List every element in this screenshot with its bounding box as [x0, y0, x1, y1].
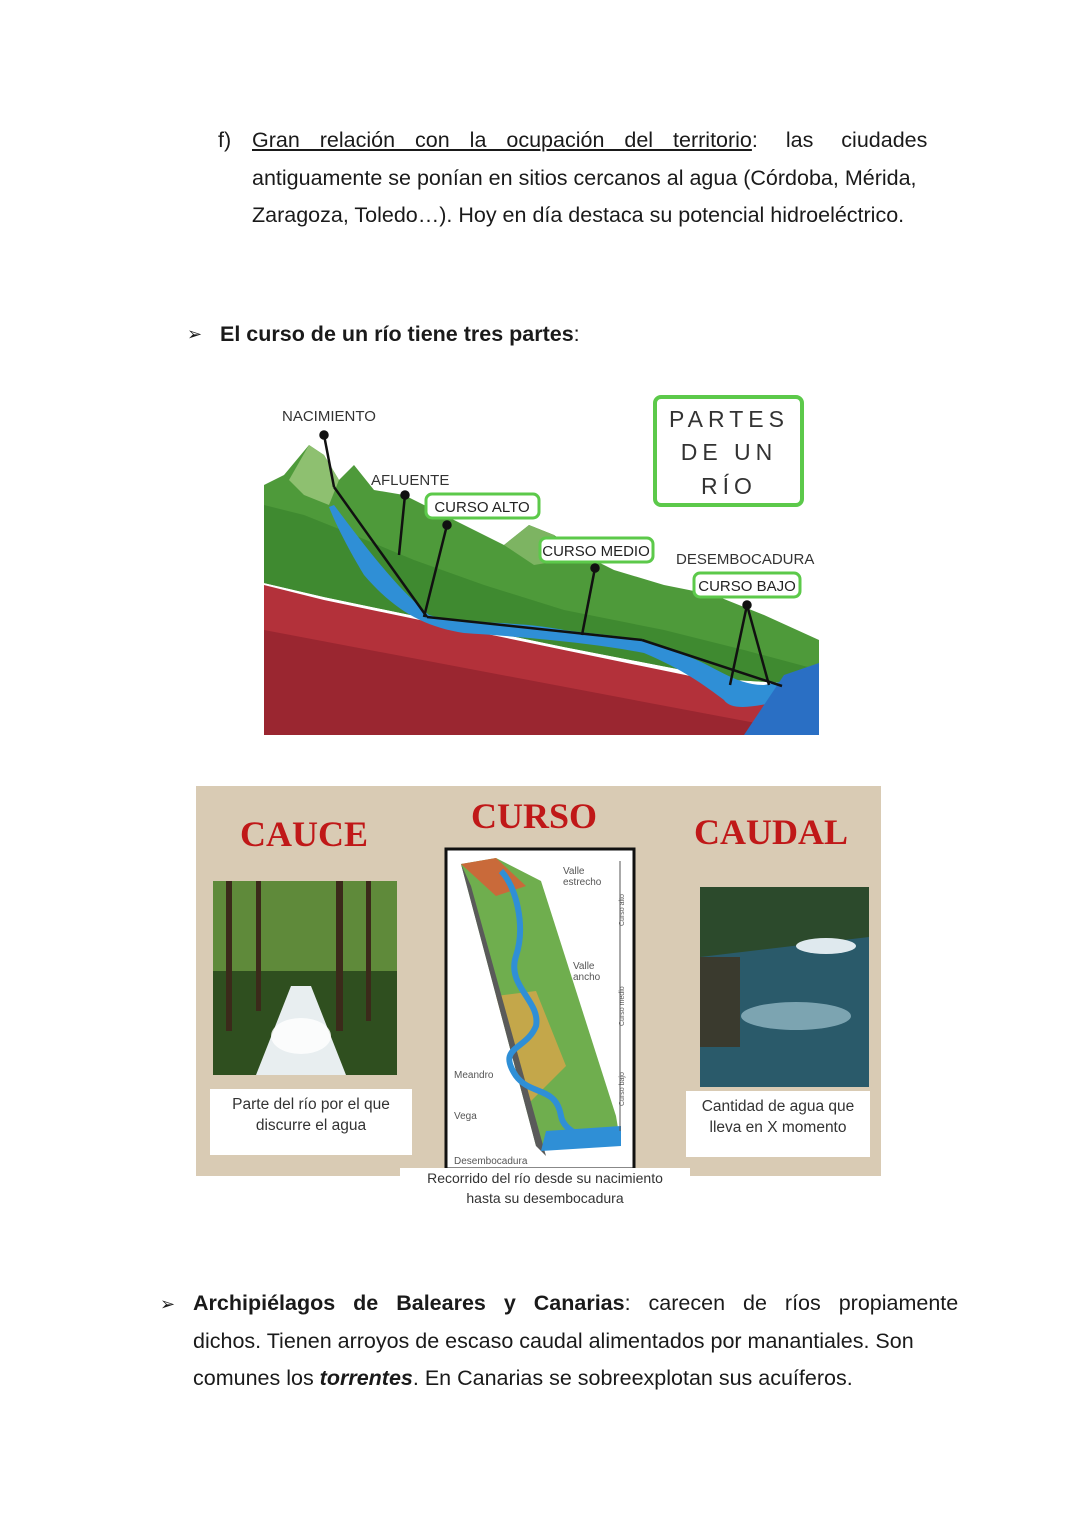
title-line-2: DE UN — [680, 439, 778, 465]
label-curso-alto: CURSO ALTO — [434, 499, 530, 516]
label-valle: Valle — [563, 866, 585, 877]
label-afluente: AFLUENTE — [371, 472, 450, 489]
label-vega: Vega — [454, 1111, 477, 1122]
curso-caption-line2: hasta su desembocadura — [466, 1190, 624, 1206]
underlined-phrase: Gran relación con la ocupación del territorio — [252, 128, 752, 152]
section-course-heading — [220, 322, 580, 347]
islands-bold: Archipiélagos de Baleares y Canarias — [193, 1291, 625, 1315]
paragraph-f — [252, 122, 928, 235]
cauce-caption-line2: discurre el agua — [255, 1117, 367, 1134]
paragraph-f-line1 — [252, 122, 928, 160]
curso-caption — [400, 1168, 690, 1208]
paragraph-islands-line1 — [193, 1285, 959, 1323]
river-parts-illustration — [264, 385, 819, 735]
title-line-3: RÍO — [701, 473, 757, 499]
paragraph-f-line2: antiguamente se ponían en sitios cercanos al agua (Córdoba, Mérida, — [252, 165, 917, 190]
torrentes-emphasis: torrentes — [319, 1366, 413, 1390]
cauce-caption-line1: Parte del río por el que — [232, 1096, 390, 1113]
cauce-caption — [210, 1089, 412, 1155]
cauce-title: CAUCE — [239, 814, 369, 854]
caudal-caption-line2: lleva en X momento — [709, 1119, 847, 1136]
label-desembocadura-small: Desembocadura — [454, 1156, 528, 1167]
paragraph-islands-line3 — [193, 1360, 925, 1398]
cauce-curso-caudal-diagram — [196, 786, 881, 1176]
label-ancho: ancho — [573, 972, 601, 983]
paragraph-f-line3: Zaragoza, Toledo…). Hoy en día destaca su potencial hidroeléctrico. — [252, 203, 905, 227]
river-parts-diagram — [264, 385, 819, 735]
label-meandro: Meandro — [454, 1070, 494, 1081]
label-nacimiento: NACIMIENTO — [282, 408, 376, 425]
list-marker-f: f) — [218, 128, 232, 152]
bullet-course: ➢ — [187, 324, 203, 344]
label-estrecho: estrecho — [563, 877, 602, 888]
paragraph-islands — [193, 1285, 959, 1398]
forest-stream-photo — [213, 881, 397, 1075]
label-valle-2: Valle — [573, 961, 595, 972]
islands-line3-post: . En Canarias se sobreexplotan sus acuíferos. — [412, 1366, 853, 1390]
paragraph-f-line1-rest: : las ciudades — [751, 128, 928, 152]
label-desembocadura: DESEMBOCADURA — [676, 551, 815, 568]
label-curso-alto-vertical: Curso alto — [619, 894, 626, 926]
label-curso-bajo: CURSO BAJO — [698, 578, 796, 595]
bullet-islands: ➢ — [160, 1294, 176, 1314]
islands-line1-rest: : carecen de ríos propiamente — [624, 1291, 959, 1315]
islands-line3-pre: comunes los — [193, 1366, 320, 1390]
label-curso-medio-vertical: Curso medio — [619, 986, 626, 1026]
curso-caption-line1: Recorrido del río desde su nacimiento — [427, 1170, 663, 1186]
paragraph-islands-line2: dichos. Tienen arroyos de escaso caudal alimentados por manantiales. Son — [193, 1328, 914, 1353]
caudal-caption — [686, 1091, 870, 1157]
label-curso-medio: CURSO MEDIO — [542, 543, 650, 560]
caudal-caption-line1: Cantidad de agua que — [701, 1098, 855, 1115]
title-line-1: PARTES — [669, 406, 789, 432]
section-course-bold: El curso de un río tiene tres partes — [220, 322, 574, 346]
curso-title: CURSO — [470, 796, 598, 836]
caudal-title: CAUDAL — [693, 812, 849, 852]
label-curso-bajo-vertical: Curso bajo — [619, 1072, 626, 1106]
river-rapids-photo — [700, 887, 869, 1087]
section-course-colon: : — [573, 322, 580, 346]
